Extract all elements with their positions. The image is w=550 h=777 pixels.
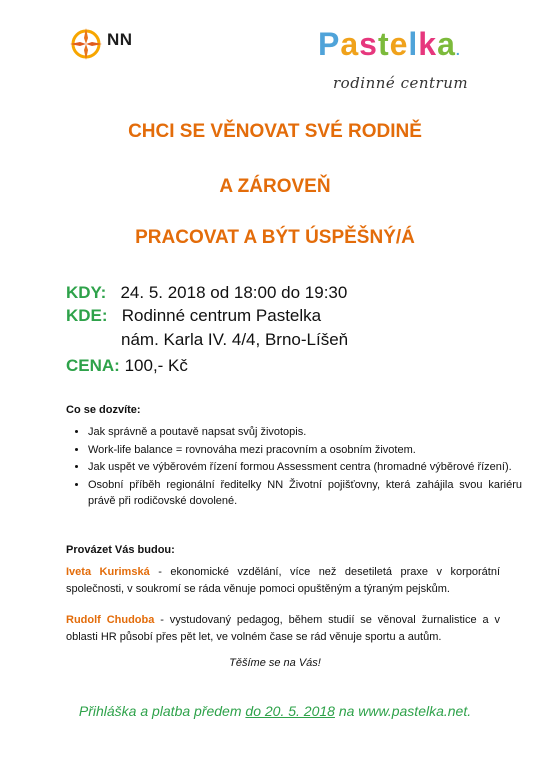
guide-bio <box>66 564 500 597</box>
learn-list <box>66 424 522 511</box>
pastelka-letter: t <box>377 26 390 62</box>
deadline-date: do 20. 5. 2018 <box>245 703 335 719</box>
headline-line-1: CHCI SE VĚNOVAT SVÉ RODINĚ <box>128 121 422 142</box>
pastelka-letter: l <box>408 26 419 62</box>
footer-text-before: Přihláška a platba předem <box>78 703 246 719</box>
where-label: KDE: <box>66 306 108 325</box>
list-item: • Jak uspět ve výběrovém řízení formou Assessment centra (hromadné výběrové řízení). <box>88 459 522 476</box>
guides-heading: Provázet Vás budou: <box>66 544 175 556</box>
guide-name: Rudolf Chudoba <box>66 614 155 626</box>
pastelka-letter: a <box>340 26 360 62</box>
guide-description: - ekonomické vzdělání, více než desetiletá praxe v korporátní společnosti, v soukromí se ráda věnuje pomoci opuštěným a týraným pejskům. <box>66 566 501 595</box>
headline-line-2: A ZÁROVEŇ <box>219 176 331 197</box>
list-item: • Osobní příběh regionální ředitelky NN Životní pojišťovny, která zahájila svou kariéru právě při rodičovské dovolené. <box>88 477 522 510</box>
registration-footer <box>0 703 550 719</box>
pastelka-logo <box>318 26 461 63</box>
pastelka-letter: . <box>455 42 461 58</box>
pastelka-letter: s <box>359 26 378 62</box>
event-when <box>66 283 347 303</box>
pastelka-letter: k <box>418 26 438 62</box>
footer-text-after: na www.pastelka.net. <box>334 703 472 719</box>
headline-line-3: PRACOVAT A BÝT ÚSPĚŠNÝ/Á <box>135 227 415 248</box>
learn-heading: Co se dozvíte: <box>66 404 141 416</box>
guide-name: Iveta Kurimská <box>66 566 150 578</box>
pastelka-letter: P <box>318 26 341 62</box>
where-value: Rodinné centrum Pastelka <box>121 306 322 325</box>
guide-bio <box>66 612 500 645</box>
price-value: 100,- Kč <box>124 356 188 375</box>
price-label: CENA: <box>66 356 120 375</box>
when-value: 24. 5. 2018 od 18:00 do 19:30 <box>120 283 348 302</box>
event-price <box>66 356 188 376</box>
where-address: nám. Karla IV. 4/4, Brno-Líšeň <box>121 330 349 349</box>
list-item: • Work-life balance = rovnováha mezi pracovním a osobním životem. <box>88 442 522 459</box>
pastelka-letter: a <box>437 26 456 62</box>
when-label: KDY: <box>66 283 107 302</box>
nn-brand-text: NN <box>107 30 133 49</box>
pastelka-subtitle: rodinné centrum <box>333 74 469 92</box>
event-where <box>66 306 321 326</box>
pastelka-letter: e <box>389 26 409 62</box>
guide-description: - vystudovaný pedagog, během studií se věnoval žurnalistice a v oblasti HR působí přes pět let, ve volném čase se rád věnuje sportu a autům. <box>66 614 500 643</box>
closing-text: Těšíme se na Vás! <box>229 657 321 669</box>
list-item: • Jak správně a poutavě napsat svůj životopis. <box>88 424 522 441</box>
